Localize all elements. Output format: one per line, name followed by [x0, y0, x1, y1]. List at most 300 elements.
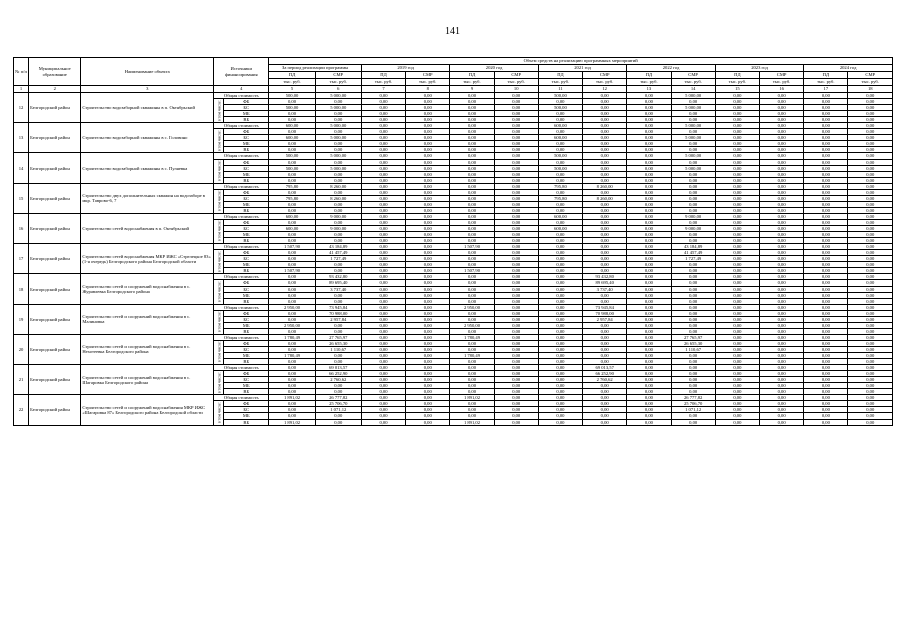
- source-value: 0,00: [269, 99, 315, 105]
- source-value: 0,00: [671, 111, 715, 117]
- source-value: 0,00: [315, 238, 361, 244]
- total-value: 43 184,89: [671, 244, 715, 250]
- source-value: 0,00: [804, 99, 848, 105]
- source-value: 0,00: [538, 250, 582, 256]
- source-value: 0,00: [715, 353, 759, 359]
- municipality: Белгородский район: [29, 123, 81, 153]
- source-value: 0,00: [406, 256, 450, 262]
- source-value: 0,00: [715, 316, 759, 322]
- source-value: 0,00: [804, 195, 848, 201]
- source-value: 0,00: [538, 377, 582, 383]
- source-value: 0,00: [848, 147, 893, 153]
- source-value: 0,00: [538, 346, 582, 352]
- source-value: 0,00: [848, 105, 893, 111]
- source-value: 0,00: [494, 328, 538, 334]
- total-value: 500,00: [538, 153, 582, 159]
- source-value: 0,00: [715, 219, 759, 225]
- source-value: 0,00: [715, 111, 759, 117]
- source-value: 0,00: [804, 268, 848, 274]
- source-value: 0,00: [804, 226, 848, 232]
- source-value: 0,00: [315, 201, 361, 207]
- source-value: 0,00: [804, 262, 848, 268]
- source-value: 0,00: [538, 219, 582, 225]
- total-value: 0,00: [848, 395, 893, 401]
- source-value: 0,00: [494, 177, 538, 183]
- source-value: 0,00: [804, 111, 848, 117]
- funding-source: МБ: [224, 353, 269, 359]
- source-value: 0,00: [269, 389, 315, 395]
- source-value: 0,00: [804, 117, 848, 123]
- source-value: 9 000,00: [671, 226, 715, 232]
- total-value: 43 184,89: [315, 244, 361, 250]
- source-value: 0,00: [361, 419, 405, 425]
- source-value: 0,00: [538, 286, 582, 292]
- source-value: 0,00: [494, 389, 538, 395]
- total-value: 0,00: [627, 304, 671, 310]
- source-value: 0,00: [848, 232, 893, 238]
- source-value: 0,00: [715, 129, 759, 135]
- total-value: 73 945,84: [583, 304, 627, 310]
- source-value: 0,00: [450, 105, 494, 111]
- funding-source: ФБ: [224, 129, 269, 135]
- source-value: 0,00: [627, 117, 671, 123]
- source-value: 0,00: [538, 316, 582, 322]
- row-number: 14: [14, 153, 29, 183]
- source-value: 0,00: [406, 219, 450, 225]
- total-value: 73 945,84: [315, 304, 361, 310]
- source-value: 0,00: [627, 256, 671, 262]
- source-value: 0,00: [627, 226, 671, 232]
- source-value: 0,00: [715, 383, 759, 389]
- source-value: 0,00: [450, 129, 494, 135]
- source-value: 0,00: [406, 377, 450, 383]
- source-value: 0,00: [315, 232, 361, 238]
- funding-source: ВБ: [224, 238, 269, 244]
- source-value: 0,00: [494, 413, 538, 419]
- total-value: 0,00: [804, 365, 848, 371]
- source-value: 0,00: [583, 117, 627, 123]
- source-value: 0,00: [361, 129, 405, 135]
- object-name: Строительство сетей и сооружений водоснабжения в с. Шагаровка Белгородского района: [81, 365, 214, 395]
- source-value: 0,00: [715, 147, 759, 153]
- source-value: 0,00: [406, 316, 450, 322]
- source-value: 0,00: [406, 298, 450, 304]
- source-value: 0,00: [627, 129, 671, 135]
- source-value: 0,00: [361, 292, 405, 298]
- total-value: 795,80: [538, 183, 582, 189]
- source-value: 0,00: [760, 177, 804, 183]
- source-value: 0,00: [450, 328, 494, 334]
- source-value: 0,00: [269, 262, 315, 268]
- header-smr: СМР: [671, 72, 715, 79]
- column-number: 3: [81, 86, 214, 93]
- source-value: 0,00: [627, 401, 671, 407]
- municipality: Белгородский район: [29, 93, 81, 123]
- source-value: 0,00: [760, 111, 804, 117]
- total-value: 1 891,02: [450, 395, 494, 401]
- total-value: 0,00: [627, 334, 671, 340]
- source-value: 0,00: [538, 207, 582, 213]
- total-value: 27 765,97: [671, 334, 715, 340]
- total-value: 0,00: [715, 213, 759, 219]
- source-value: 0,00: [406, 135, 450, 141]
- total-value: 0,00: [583, 123, 627, 129]
- source-value: 0,00: [804, 328, 848, 334]
- total-value: 0,00: [494, 183, 538, 189]
- total-value: 0,00: [538, 365, 582, 371]
- total-value: 0,00: [804, 213, 848, 219]
- source-value: 0,00: [671, 147, 715, 153]
- funding-source: ФБ: [224, 159, 269, 165]
- row-number: 18: [14, 274, 29, 304]
- source-value: 0,00: [538, 147, 582, 153]
- source-value: 0,00: [715, 238, 759, 244]
- source-value: 0,00: [361, 219, 405, 225]
- source-value: 0,00: [715, 359, 759, 365]
- source-value: 0,00: [804, 159, 848, 165]
- source-value: 0,00: [269, 280, 315, 286]
- total-value: 0,00: [406, 93, 450, 99]
- source-value: 0,00: [406, 322, 450, 328]
- total-value: 0,00: [627, 123, 671, 129]
- source-value: 0,00: [848, 256, 893, 262]
- source-value: 0,00: [627, 286, 671, 292]
- source-value: 0,00: [406, 383, 450, 389]
- source-value: 0,00: [804, 141, 848, 147]
- source-value: 0,00: [361, 117, 405, 123]
- source-value: 0,00: [760, 328, 804, 334]
- source-value: 0,00: [450, 401, 494, 407]
- source-value: 0,00: [494, 226, 538, 232]
- source-value: 0,00: [627, 383, 671, 389]
- source-value: 0,00: [583, 226, 627, 232]
- source-value: 89 695,40: [315, 280, 361, 286]
- source-value: 0,00: [406, 286, 450, 292]
- source-value: 0,00: [361, 377, 405, 383]
- source-value: 0,00: [627, 105, 671, 111]
- funding-source: ВБ: [224, 328, 269, 334]
- source-value: 0,00: [269, 111, 315, 117]
- source-value: 25 706,70: [315, 401, 361, 407]
- source-value: 0,00: [450, 147, 494, 153]
- total-value: 0,00: [804, 153, 848, 159]
- source-value: 0,00: [760, 407, 804, 413]
- funding-source: БС: [224, 165, 269, 171]
- source-value: 0,00: [361, 310, 405, 316]
- source-value: 0,00: [361, 250, 405, 256]
- total-value: 0,00: [848, 274, 893, 280]
- total-value: 0,00: [715, 304, 759, 310]
- source-value: 0,00: [315, 298, 361, 304]
- source-value: 0,00: [715, 371, 759, 377]
- source-value: 0,00: [848, 286, 893, 292]
- source-value: 0,00: [361, 401, 405, 407]
- source-value: 0,00: [804, 359, 848, 365]
- source-value: 0,00: [848, 413, 893, 419]
- source-value: 0,00: [715, 177, 759, 183]
- source-value: 0,00: [760, 286, 804, 292]
- source-value: 0,00: [848, 407, 893, 413]
- source-value: 0,00: [450, 262, 494, 268]
- column-number: 13: [627, 86, 671, 93]
- funding-source: ФБ: [224, 99, 269, 105]
- total-value: 0,00: [494, 123, 538, 129]
- source-value: 0,00: [804, 353, 848, 359]
- source-value: 0,00: [538, 280, 582, 286]
- source-value: 0,00: [760, 340, 804, 346]
- funding-source: МБ: [224, 171, 269, 177]
- source-value: 0,00: [406, 292, 450, 298]
- funding-source: ВБ: [224, 268, 269, 274]
- source-value: 0,00: [450, 256, 494, 262]
- source-value: 0,00: [406, 105, 450, 111]
- header-period: За период реализации программы: [269, 65, 362, 72]
- source-value: 0,00: [450, 171, 494, 177]
- source-value: 0,00: [804, 401, 848, 407]
- source-value: 0,00: [715, 262, 759, 268]
- header-year-2020: 2020 год: [450, 65, 538, 72]
- total-value: 0,00: [627, 395, 671, 401]
- source-value: 0,00: [848, 298, 893, 304]
- header-year-2023: 2023 год: [715, 65, 803, 72]
- source-value: 0,00: [269, 238, 315, 244]
- source-value: 0,00: [450, 165, 494, 171]
- header-unit: тыс. руб.: [627, 79, 671, 86]
- source-value: 0,00: [406, 407, 450, 413]
- source-value: 0,00: [315, 383, 361, 389]
- source-value: 0,00: [627, 171, 671, 177]
- source-value: 0,00: [269, 316, 315, 322]
- funding-source: МБ: [224, 201, 269, 207]
- row-number: 13: [14, 123, 29, 153]
- total-value: 0,00: [804, 304, 848, 310]
- source-value: 0,00: [494, 147, 538, 153]
- total-value: 0,00: [450, 123, 494, 129]
- source-value: 0,00: [538, 111, 582, 117]
- total-value: 8 260,00: [583, 183, 627, 189]
- source-value: 0,00: [494, 262, 538, 268]
- total-value: 0,00: [494, 274, 538, 280]
- source-value: 0,00: [760, 219, 804, 225]
- source-value: 0,00: [406, 389, 450, 395]
- source-value: 0,00: [627, 189, 671, 195]
- source-value: 0,00: [361, 407, 405, 413]
- funding-source: ФБ: [224, 310, 269, 316]
- total-value: 0,00: [450, 274, 494, 280]
- source-value: 0,00: [671, 371, 715, 377]
- source-value: 0,00: [269, 286, 315, 292]
- source-value: 0,00: [804, 165, 848, 171]
- source-value: 0,00: [583, 359, 627, 365]
- source-value: 0,00: [361, 105, 405, 111]
- total-value: 5 000,00: [315, 123, 361, 129]
- source-value: 0,00: [583, 238, 627, 244]
- source-value: 0,00: [406, 250, 450, 256]
- source-value: 0,00: [671, 389, 715, 395]
- total-value: 1 507,90: [269, 244, 315, 250]
- column-number: 8: [406, 86, 450, 93]
- municipality: Белгородский район: [29, 365, 81, 395]
- row-number: 20: [14, 334, 29, 364]
- source-value: 0,00: [269, 232, 315, 238]
- source-value: 0,00: [538, 419, 582, 425]
- source-value: 0,00: [269, 159, 315, 165]
- total-value: 0,00: [538, 395, 582, 401]
- source-value: 0,00: [848, 129, 893, 135]
- funding-source: МБ: [224, 141, 269, 147]
- source-value: 0,00: [583, 201, 627, 207]
- column-number: 4: [214, 86, 269, 93]
- source-value: 0,00: [848, 117, 893, 123]
- source-value: 0,00: [804, 135, 848, 141]
- source-value: 0,00: [848, 383, 893, 389]
- total-value: 0,00: [671, 274, 715, 280]
- source-value: 0,00: [804, 413, 848, 419]
- source-value: 0,00: [848, 250, 893, 256]
- source-value: 0,00: [848, 226, 893, 232]
- funding-source: ВБ: [224, 207, 269, 213]
- source-value: 0,00: [450, 377, 494, 383]
- source-value: 0,00: [361, 262, 405, 268]
- source-value: 0,00: [671, 238, 715, 244]
- source-value: 70 988,00: [583, 310, 627, 316]
- source-value: 0,00: [406, 129, 450, 135]
- total-value: 0,00: [848, 365, 893, 371]
- row-number: 17: [14, 244, 29, 274]
- source-value: 0,00: [804, 232, 848, 238]
- total-value: 9 000,00: [315, 213, 361, 219]
- funding-source: ВБ: [224, 298, 269, 304]
- total-value: 0,00: [450, 93, 494, 99]
- header-pd: ПД: [269, 72, 315, 79]
- header-no: № п/п: [14, 58, 29, 86]
- source-value: 1 727,49: [671, 256, 715, 262]
- source-value: 0,00: [361, 99, 405, 105]
- source-value: 0,00: [715, 310, 759, 316]
- source-value: 0,00: [627, 328, 671, 334]
- source-value: 0,00: [671, 189, 715, 195]
- total-value: 0,00: [760, 304, 804, 310]
- source-value: 0,00: [627, 147, 671, 153]
- total-value: 2 950,00: [269, 304, 315, 310]
- source-value: 0,00: [450, 298, 494, 304]
- source-value: 0,00: [671, 99, 715, 105]
- source-value: 0,00: [627, 159, 671, 165]
- source-value: 0,00: [269, 207, 315, 213]
- total-value: 1 507,90: [450, 244, 494, 250]
- source-value: 0,00: [760, 201, 804, 207]
- source-value: 0,00: [269, 346, 315, 352]
- source-value: 70 988,00: [315, 310, 361, 316]
- source-value: 0,00: [804, 201, 848, 207]
- total-value: 69 013,57: [315, 365, 361, 371]
- source-value: 0,00: [848, 280, 893, 286]
- source-value: 2 950,00: [450, 322, 494, 328]
- column-number: 6: [315, 86, 361, 93]
- source-value: 0,00: [361, 280, 405, 286]
- source-value: 0,00: [494, 310, 538, 316]
- source-value: 5 000,00: [671, 165, 715, 171]
- source-value: 0,00: [538, 401, 582, 407]
- total-value: 0,00: [494, 213, 538, 219]
- source-value: 0,00: [760, 141, 804, 147]
- header-unit: тыс. руб.: [494, 79, 538, 86]
- total-value: 0,00: [406, 365, 450, 371]
- header-year-2019: 2019 год: [361, 65, 449, 72]
- source-value: 0,00: [760, 292, 804, 298]
- source-value: 0,00: [627, 177, 671, 183]
- column-number: 17: [804, 86, 848, 93]
- source-value: 1 727,49: [315, 256, 361, 262]
- in-that-label: в том числе:: [214, 159, 224, 183]
- source-value: 0,00: [406, 340, 450, 346]
- source-value: 0,00: [494, 371, 538, 377]
- column-number: 9: [450, 86, 494, 93]
- total-value: 1 780,49: [269, 334, 315, 340]
- column-number: 2: [29, 86, 81, 93]
- funding-source: ВБ: [224, 117, 269, 123]
- source-value: 0,00: [760, 346, 804, 352]
- total-value: 0,00: [804, 183, 848, 189]
- column-number: 10: [494, 86, 538, 93]
- source-value: 0,00: [715, 135, 759, 141]
- source-value: 600,00: [538, 226, 582, 232]
- source-value: 0,00: [848, 201, 893, 207]
- source-value: 1 780,49: [269, 353, 315, 359]
- total-value: 500,00: [269, 153, 315, 159]
- source-value: 0,00: [315, 99, 361, 105]
- source-value: 0,00: [494, 346, 538, 352]
- source-value: 0,00: [450, 371, 494, 377]
- source-value: 0,00: [269, 171, 315, 177]
- source-value: 0,00: [406, 371, 450, 377]
- source-value: 0,00: [627, 262, 671, 268]
- total-value: 0,00: [450, 213, 494, 219]
- source-value: 0,00: [315, 292, 361, 298]
- source-value: 0,00: [715, 207, 759, 213]
- source-value: 0,00: [406, 280, 450, 286]
- total-cost-label: Общая стоимость: [214, 365, 269, 371]
- source-value: 600,00: [269, 226, 315, 232]
- total-value: 0,00: [361, 365, 405, 371]
- source-value: 0,00: [269, 383, 315, 389]
- funding-source: ФБ: [224, 189, 269, 195]
- total-value: 0,00: [848, 213, 893, 219]
- total-value: 27 765,97: [315, 334, 361, 340]
- total-value: 0,00: [361, 213, 405, 219]
- source-value: 0,00: [848, 401, 893, 407]
- in-that-label: в том числе:: [214, 310, 224, 334]
- source-value: 0,00: [627, 165, 671, 171]
- source-value: 0,00: [361, 135, 405, 141]
- source-value: 0,00: [450, 117, 494, 123]
- source-value: 0,00: [494, 298, 538, 304]
- source-value: 0,00: [848, 359, 893, 365]
- source-value: 0,00: [315, 129, 361, 135]
- header-unit: тыс. руб.: [848, 79, 893, 86]
- source-value: 0,00: [494, 195, 538, 201]
- page-number: 141: [445, 26, 460, 37]
- source-value: 0,00: [848, 165, 893, 171]
- funding-source: ФБ: [224, 401, 269, 407]
- total-value: 0,00: [760, 274, 804, 280]
- source-value: 0,00: [715, 407, 759, 413]
- source-value: 0,00: [760, 135, 804, 141]
- header-unit: тыс. руб.: [760, 79, 804, 86]
- header-pd: ПД: [627, 72, 671, 79]
- source-value: 0,00: [627, 346, 671, 352]
- source-value: 0,00: [361, 111, 405, 117]
